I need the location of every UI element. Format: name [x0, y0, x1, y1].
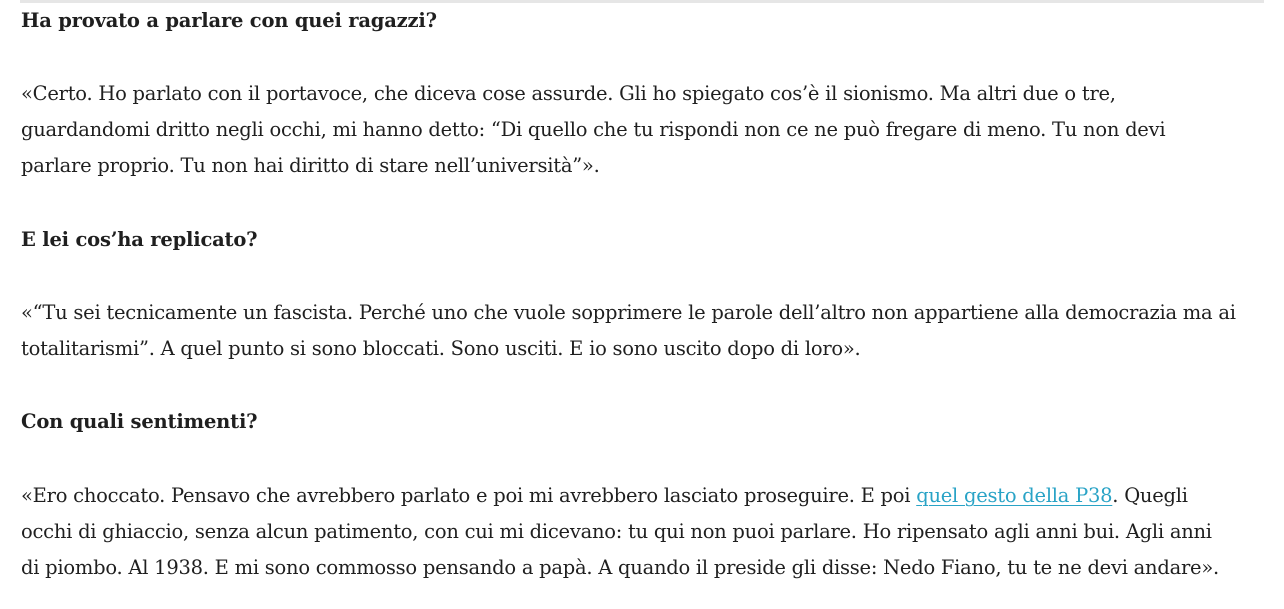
- answer-line: guardandomi dritto negli occhi, mi hanno detto: “Di quello che tu rispondi non ce ne può fregare di meno. Tu non devi: [21, 118, 1166, 141]
- answer-text: . Quegli: [1112, 484, 1188, 507]
- top-divider: [20, 0, 1264, 3]
- p38-gesture-link[interactable]: quel gesto della P38: [916, 484, 1113, 507]
- interview-answer-3: [21, 478, 1219, 586]
- answer-line: occhi di ghiaccio, senza alcun patimento, con cui mi dicevano: tu qui non puoi parlare. Ho ripensato agli anni bui. Agli anni: [21, 520, 1212, 543]
- answer-line: [21, 478, 1219, 514]
- answer-line: totalitarismi”. A quel punto si sono bloccati. Sono usciti. E io sono uscito dopo di loro».: [21, 337, 861, 360]
- answer-line: «Certo. Ho parlato con il portavoce, che diceva cose assurde. Gli ho spiegato cos’è il sionismo. Ma altri due o tre,: [21, 82, 1116, 105]
- interview-question-3: Con quali sentimenti?: [21, 410, 258, 433]
- answer-line: di piombo. Al 1938. E mi sono commosso pensando a papà. A quando il preside gli disse: Nedo Fiano, tu te ne devi andare».: [21, 556, 1219, 579]
- answer-text: «Ero choccato. Pensavo che avrebbero parlato e poi mi avrebbero lasciato proseguire. E poi: [21, 484, 917, 507]
- answer-line: «“Tu sei tecnicamente un fascista. Perché uno che vuole sopprimere le parole dell’altro non appartiene alla democrazia ma ai: [21, 301, 1236, 324]
- interview-question-2: E lei cos’ha replicato?: [21, 228, 258, 251]
- interview-question-1: Ha provato a parlare con quei ragazzi?: [21, 9, 437, 32]
- interview-answer-2: [21, 295, 1236, 367]
- answer-line: parlare proprio. Tu non hai diritto di stare nell’università”».: [21, 154, 600, 177]
- interview-answer-1: [21, 76, 1165, 184]
